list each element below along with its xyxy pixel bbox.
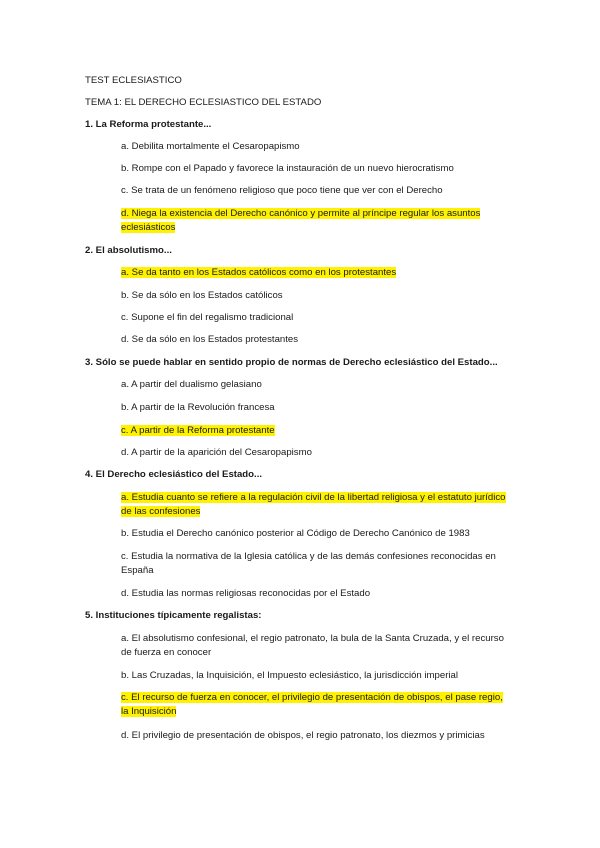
question-4: 4. El Derecho eclesiástico del Estado... [85, 469, 263, 480]
answer-highlight: c. El recurso de fuerza en conocer, el privilegio de presentación de obispos, el pase regio, la Inquisición [121, 692, 503, 717]
answer-highlight: d. Niega la existencia del Derecho canónico y permite al príncipe regular los asuntos eclesiásticos [121, 208, 481, 233]
answer-highlight: a. Se da tanto en los Estados católicos como en los protestantes [121, 267, 397, 278]
question-2-option-d: d. Se da sólo en los Estados protestantes [121, 334, 299, 345]
question-1: 1. La Reforma protestante... [85, 119, 212, 130]
answer-highlight: c. A partir de la Reforma protestante [121, 425, 275, 436]
question-2-option-a [121, 266, 396, 280]
question-5-option-d: d. El privilegio de presentación de obispos, el regio patronato, los diezmos y primicias [121, 730, 485, 741]
document-title: TEST ECLESIASTICO [85, 75, 182, 86]
question-2: 2. El absolutismo... [85, 245, 172, 256]
question-5-option-b: b. Las Cruzadas, la Inquisición, el Impuesto eclesiástico, la jurisdicción imperial [121, 670, 459, 681]
question-4-option-d: d. Estudia las normas religiosas reconocidas por el Estado [121, 588, 371, 599]
question-3-option-b: b. A partir de la Revolución francesa [121, 402, 275, 413]
question-3-option-c [121, 424, 275, 438]
question-1-option-c: c. Se trata de un fenómeno religioso que poco tiene que ver con el Derecho [121, 185, 443, 196]
question-2-option-c: c. Supone el fin del regalismo tradicional [121, 312, 294, 323]
question-3: 3. Sólo se puede hablar en sentido propio de normas de Derecho eclesiástico del Estado... [85, 357, 498, 368]
question-4-option-a [121, 491, 511, 519]
question-3-option-a: a. A partir del dualismo gelasiano [121, 379, 262, 390]
question-4-option-c: c. Estudia la normativa de la Iglesia católica y de las demás confesiones reconocidas en España [121, 551, 496, 576]
question-3-option-d: d. A partir de la aparición del Cesaropapismo [121, 447, 312, 458]
document-subtitle: TEMA 1: EL DERECHO ECLESIASTICO DEL ESTADO [85, 97, 322, 108]
question-5: 5. Instituciones típicamente regalistas: [85, 610, 262, 621]
question-5-option-c [121, 691, 511, 719]
question-1-option-d [121, 207, 511, 235]
question-2-option-b: b. Se da sólo en los Estados católicos [121, 290, 283, 301]
question-1-option-a: a. Debilita mortalmente el Cesaropapismo [121, 141, 300, 152]
question-1-option-b: b. Rompe con el Papado y favorece la instauración de un nuevo hierocratismo [121, 163, 454, 174]
question-4-option-b: b. Estudia el Derecho canónico posterior al Código de Derecho Canónico de 1983 [121, 528, 470, 539]
question-5-option-a: a. El absolutismo confesional, el regio patronato, la bula de la Santa Cruzada, y el recurso de fuerza en conocer [121, 633, 504, 658]
answer-highlight: a. Estudia cuanto se refiere a la regulación civil de la libertad religiosa y el estatuto jurídico de las confesiones [121, 492, 506, 517]
